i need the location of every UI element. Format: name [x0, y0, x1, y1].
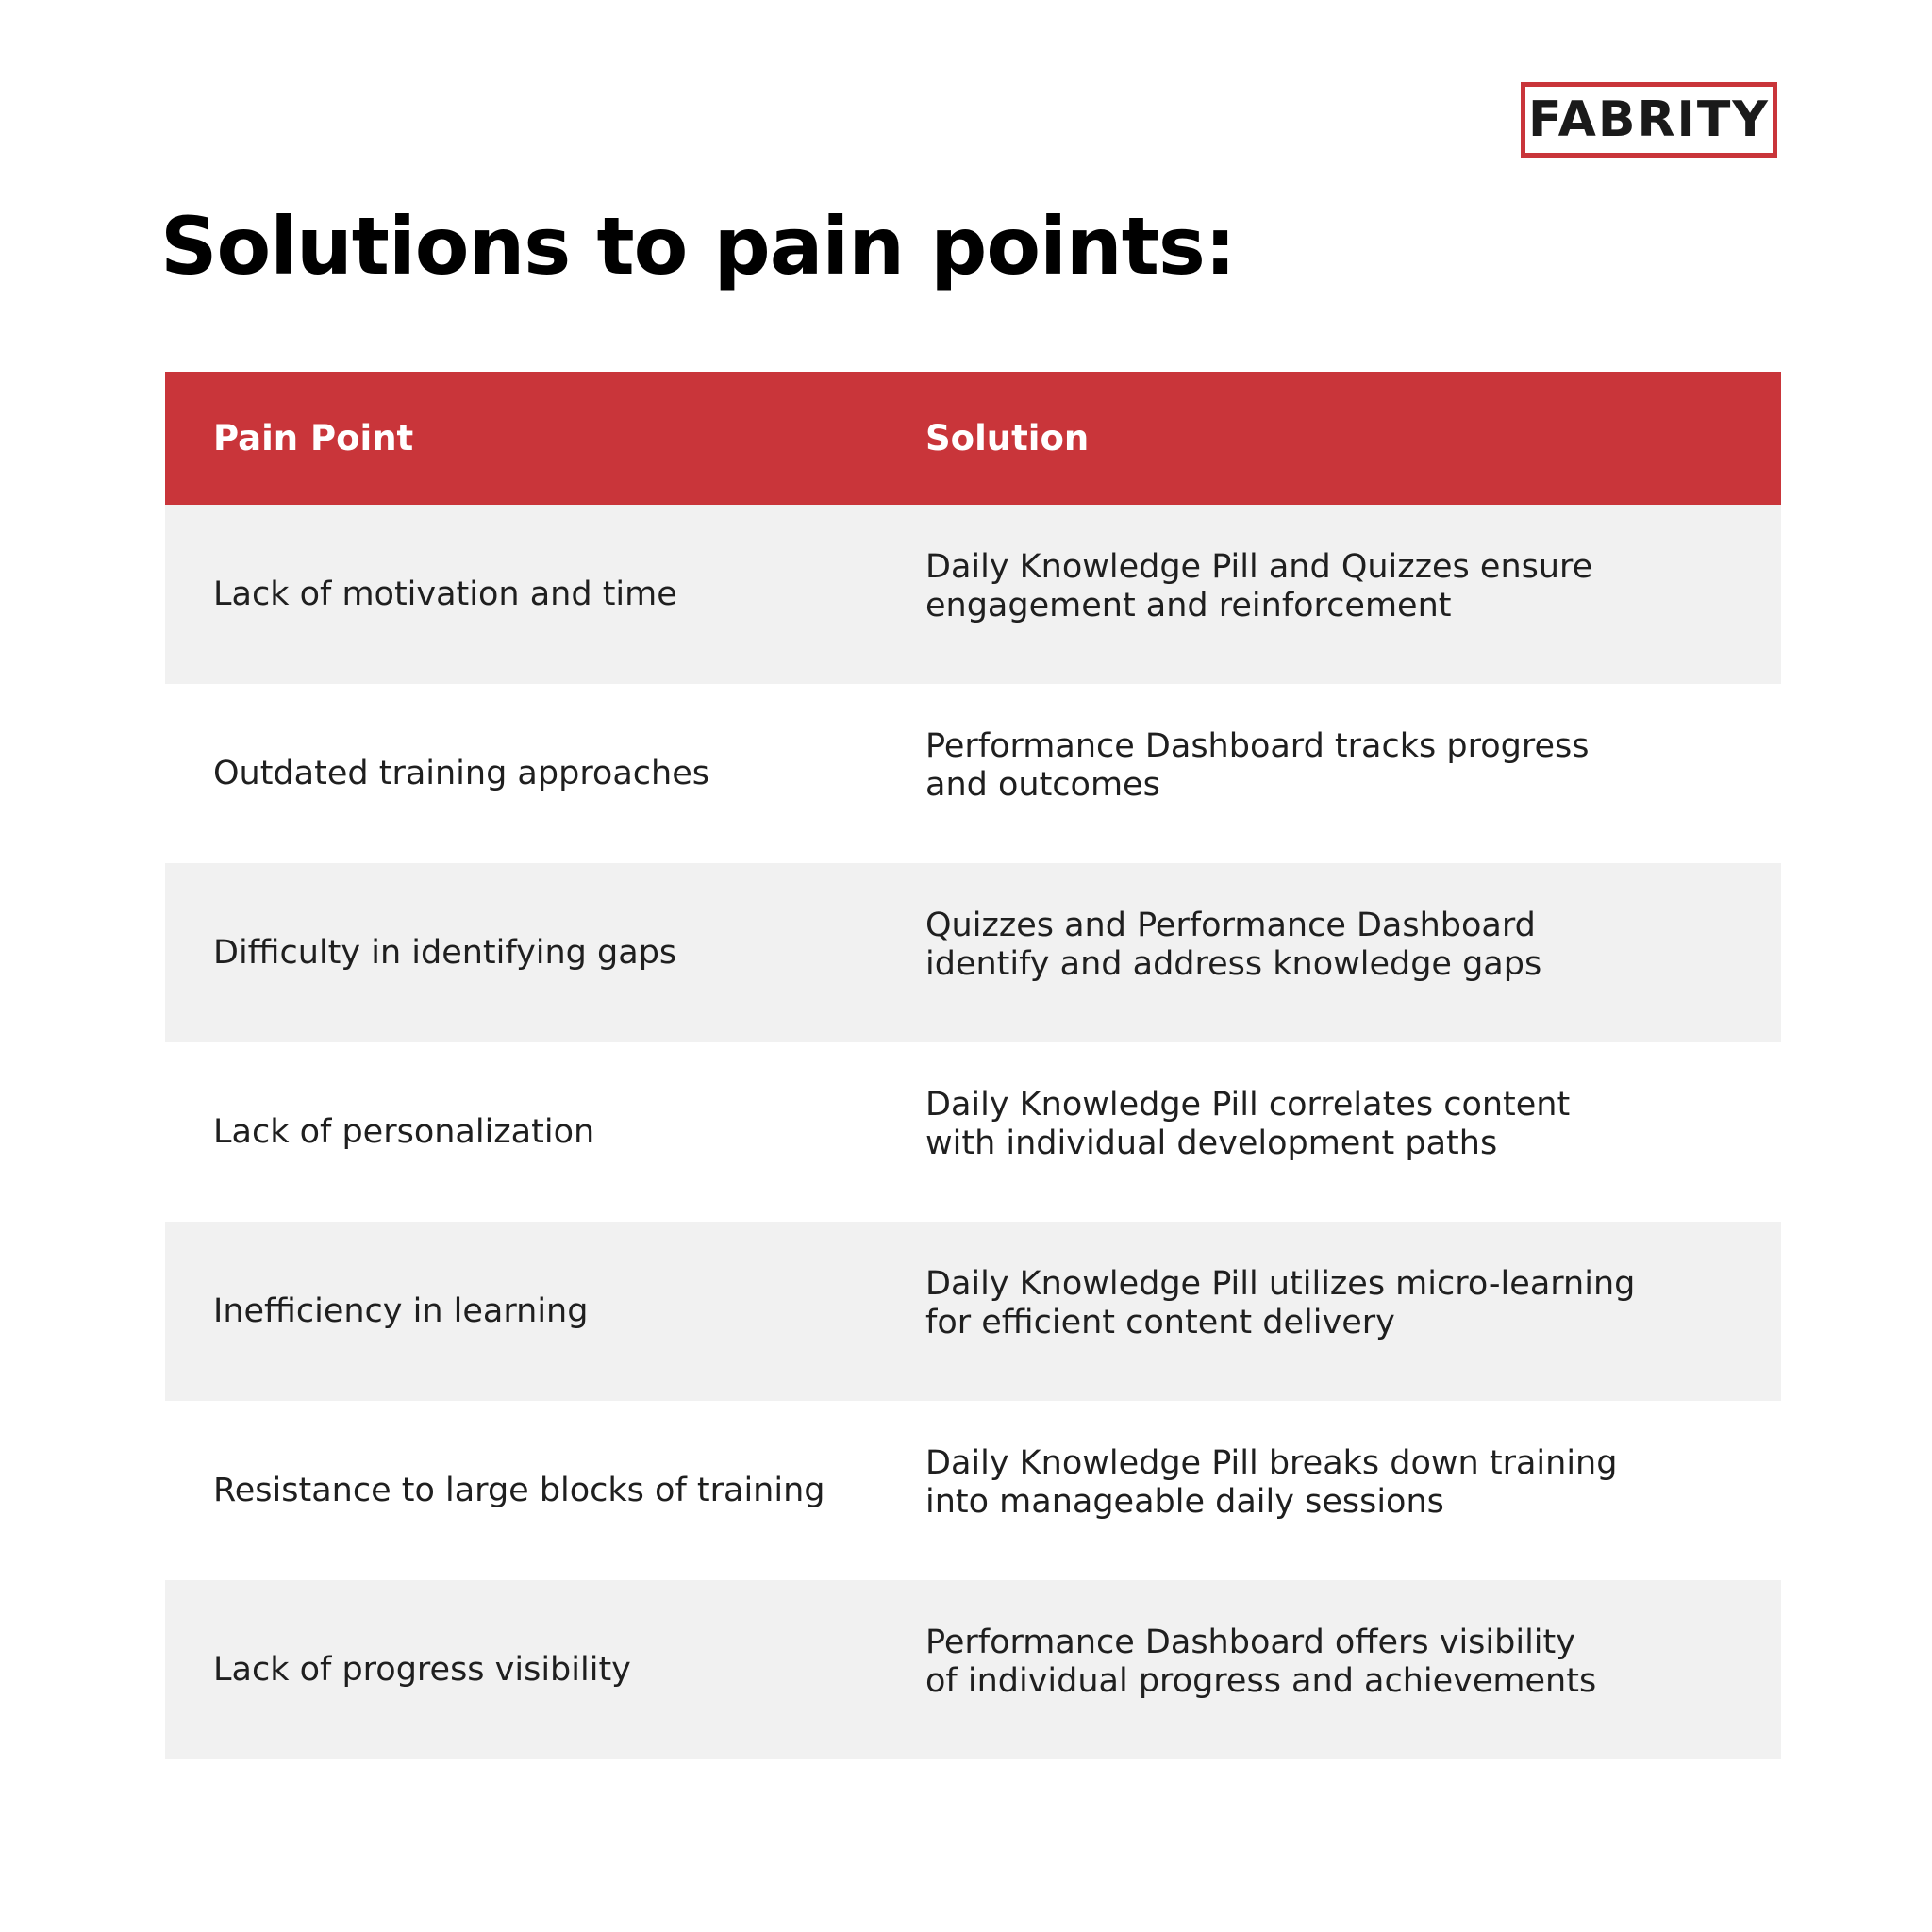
pain-point-cell: Lack of progress visibility [213, 1650, 631, 1689]
pain-point-cell: Lack of motivation and time [213, 575, 677, 613]
solution-cell [925, 727, 1781, 805]
solution-line: Performance Dashboard tracks progress [925, 727, 1590, 765]
pain-points-table [165, 372, 1781, 1759]
logo-text: FABRITY [1528, 92, 1770, 148]
solution-line: of individual progress and achievements [925, 1662, 1597, 1700]
page-title: Solutions to pain points: [160, 200, 1236, 292]
solution-cell [925, 1265, 1781, 1342]
table-row [165, 1222, 1781, 1401]
solution-line: and outcomes [925, 766, 1160, 804]
table-row [165, 863, 1781, 1042]
table-row [165, 684, 1781, 863]
pain-point-cell: Lack of personalization [213, 1112, 595, 1151]
table-row [165, 1580, 1781, 1759]
solution-line: Daily Knowledge Pill correlates content [925, 1086, 1571, 1124]
solution-line: Daily Knowledge Pill utilizes micro-learning [925, 1265, 1636, 1303]
table-row [165, 505, 1781, 684]
solution-line: into manageable daily sessions [925, 1483, 1444, 1521]
solution-line: identify and address knowledge gaps [925, 945, 1542, 983]
solution-line: Quizzes and Performance Dashboard [925, 907, 1536, 944]
solution-line: engagement and reinforcement [925, 587, 1452, 625]
solution-cell [925, 1444, 1781, 1522]
solution-line: for efficient content delivery [925, 1304, 1395, 1341]
pain-point-cell: Difficulty in identifying gaps [213, 933, 677, 972]
solution-cell [925, 907, 1781, 984]
solution-cell [925, 1086, 1781, 1163]
fabrity-logo [1521, 82, 1777, 158]
solution-line: with individual development paths [925, 1124, 1498, 1162]
header-pain-point: Pain Point [213, 418, 414, 458]
table-row [165, 1401, 1781, 1580]
table-row [165, 1042, 1781, 1222]
pain-point-cell: Inefficiency in learning [213, 1291, 589, 1330]
solution-line: Performance Dashboard offers visibility [925, 1624, 1575, 1661]
header-solution: Solution [925, 418, 1090, 458]
solution-cell [925, 548, 1781, 625]
solution-cell [925, 1624, 1781, 1701]
pain-point-cell: Resistance to large blocks of training [213, 1471, 825, 1509]
solution-line: Daily Knowledge Pill and Quizzes ensure [925, 548, 1593, 586]
pain-point-cell: Outdated training approaches [213, 754, 709, 792]
solution-line: Daily Knowledge Pill breaks down training [925, 1444, 1618, 1482]
table-header-row [165, 372, 1781, 505]
